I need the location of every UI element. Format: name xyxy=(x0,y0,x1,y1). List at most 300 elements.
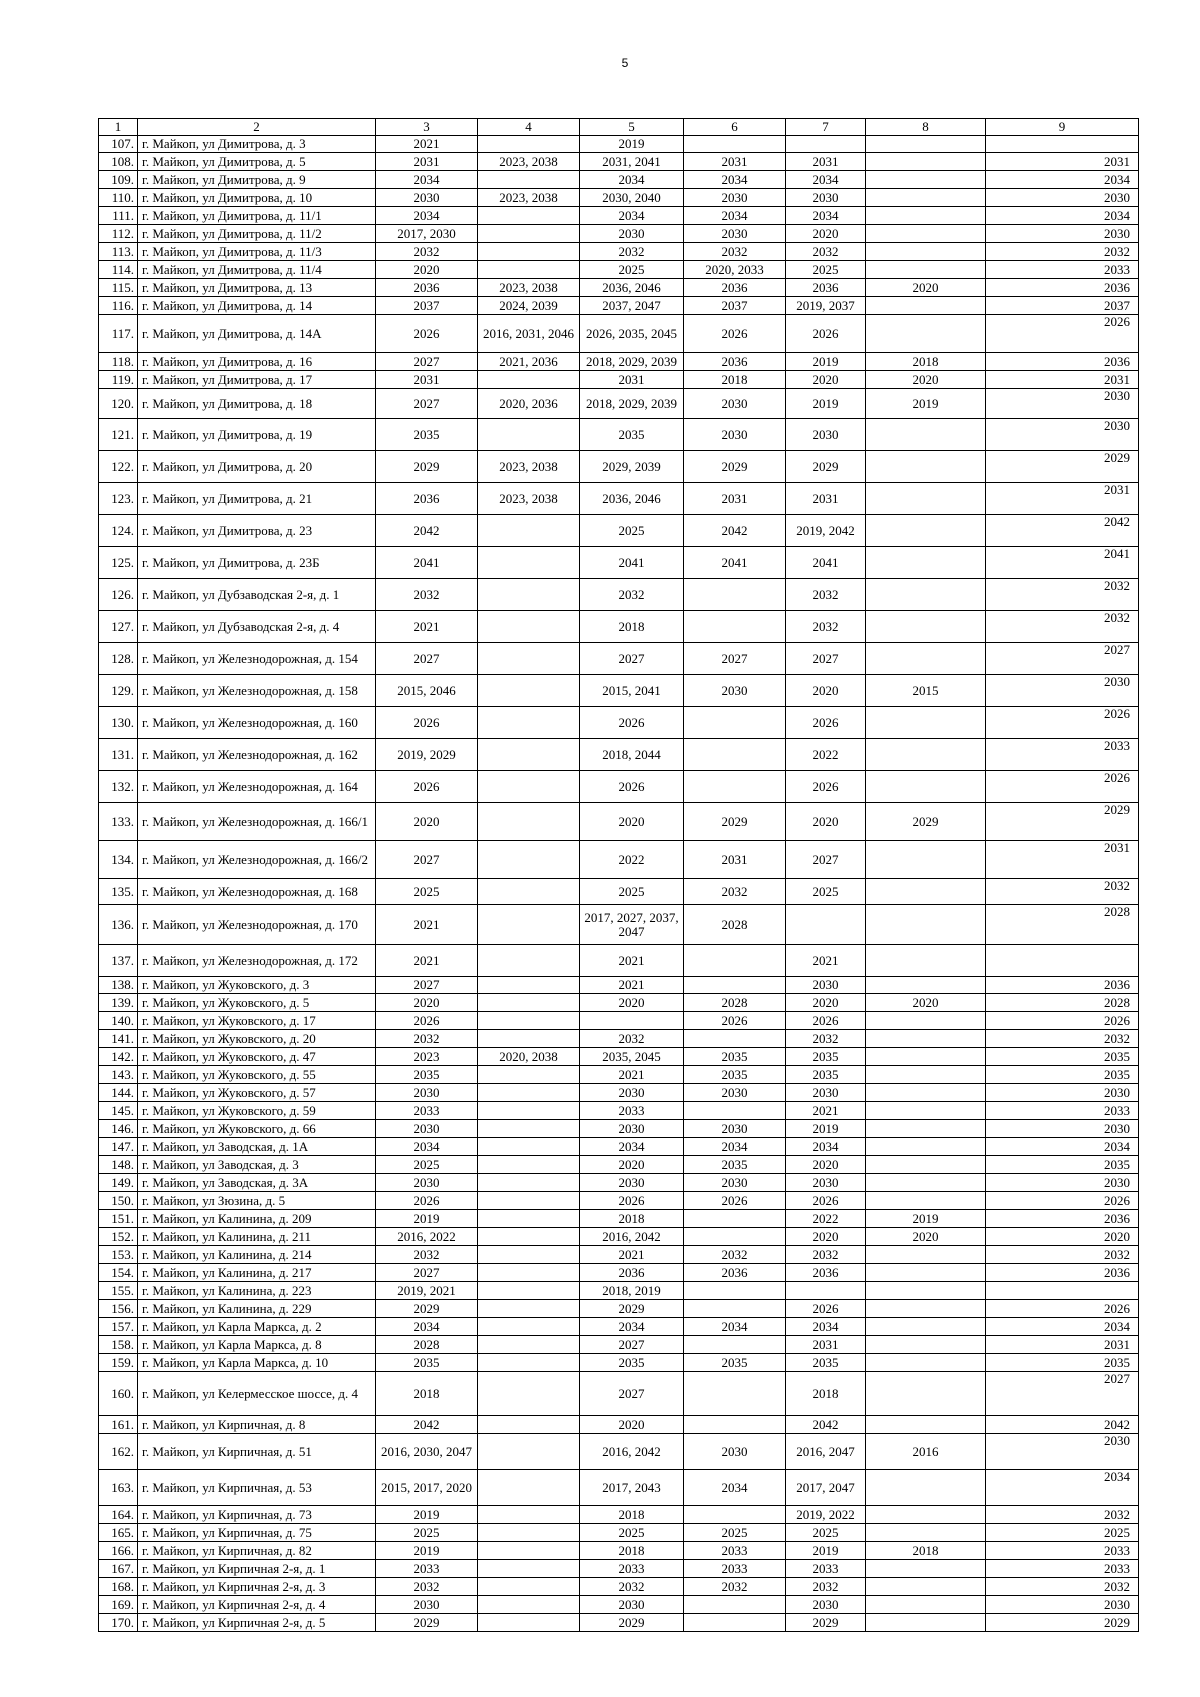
column-header-6: 6 xyxy=(684,119,786,136)
col-3-value: 2026 xyxy=(376,1192,478,1210)
col-7-value: 2020 xyxy=(786,675,866,707)
col-5-value: 2018 xyxy=(580,1542,684,1560)
row-number: 132. xyxy=(99,771,138,803)
col-9-value: 2033 xyxy=(986,739,1139,771)
col-5-value: 2026 xyxy=(580,771,684,803)
col-5-value: 2034 xyxy=(580,1138,684,1156)
col-3-value: 2031 xyxy=(376,153,478,171)
col-8-value xyxy=(866,1318,986,1336)
col-7-value: 2021 xyxy=(786,1102,866,1120)
col-9-value: 2031 xyxy=(986,841,1139,879)
address: г. Майкоп, ул Карла Маркса, д. 8 xyxy=(138,1336,376,1354)
col-5-value: 2018 xyxy=(580,1210,684,1228)
col-5-value: 2019 xyxy=(580,136,684,153)
col-4-value xyxy=(478,905,580,945)
col-5-value: 2032 xyxy=(580,579,684,611)
table-row xyxy=(99,389,1139,419)
column-header-5: 5 xyxy=(580,119,684,136)
col-5-value: 2021 xyxy=(580,945,684,977)
col-5-value: 2020 xyxy=(580,994,684,1012)
col-3-value: 2027 xyxy=(376,841,478,879)
col-8-value xyxy=(866,1524,986,1542)
row-number: 131. xyxy=(99,739,138,771)
column-header-2: 2 xyxy=(138,119,376,136)
col-9-value: 2028 xyxy=(986,994,1139,1012)
col-7-value: 2029 xyxy=(786,1614,866,1632)
address: г. Майкоп, ул Железнодорожная, д. 162 xyxy=(138,739,376,771)
col-8-value xyxy=(866,483,986,515)
col-9-value: 2032 xyxy=(986,1578,1139,1596)
col-8-value: 2029 xyxy=(866,803,986,841)
row-number: 126. xyxy=(99,579,138,611)
address: г. Майкоп, ул Железнодорожная, д. 172 xyxy=(138,945,376,977)
col-9-value: 2035 xyxy=(986,1066,1139,1084)
col-4-value xyxy=(478,1524,580,1542)
col-9-value: 2029 xyxy=(986,803,1139,841)
col-4-value xyxy=(478,707,580,739)
col-5-value: 2018, 2044 xyxy=(580,739,684,771)
col-6-value: 2027 xyxy=(684,643,786,675)
column-header-9: 9 xyxy=(986,119,1139,136)
col-5-value: 2033 xyxy=(580,1560,684,1578)
col-9-value: 2029 xyxy=(986,1614,1139,1632)
row-number: 155. xyxy=(99,1282,138,1300)
col-6-value: 2033 xyxy=(684,1560,786,1578)
row-number: 154. xyxy=(99,1264,138,1282)
col-3-value: 2030 xyxy=(376,1084,478,1102)
col-5-value: 2016, 2042 xyxy=(580,1228,684,1246)
col-8-value: 2018 xyxy=(866,353,986,371)
col-5-value: 2025 xyxy=(580,261,684,279)
table-row xyxy=(99,1506,1139,1524)
col-5-value: 2015, 2041 xyxy=(580,675,684,707)
address: г. Майкоп, ул Димитрова, д. 23Б xyxy=(138,547,376,579)
col-6-value xyxy=(684,136,786,153)
col-8-value xyxy=(866,515,986,547)
col-3-value: 2042 xyxy=(376,515,478,547)
col-7-value: 2032 xyxy=(786,579,866,611)
col-4-value xyxy=(478,1228,580,1246)
table-row xyxy=(99,611,1139,643)
col-9-value: 2032 xyxy=(986,1030,1139,1048)
col-6-value xyxy=(684,739,786,771)
col-9-value: 2036 xyxy=(986,279,1139,297)
col-5-value: 2036 xyxy=(580,1264,684,1282)
address: г. Майкоп, ул Димитрова, д. 17 xyxy=(138,371,376,389)
col-7-value: 2034 xyxy=(786,171,866,189)
col-5-value: 2029 xyxy=(580,1300,684,1318)
col-4-value xyxy=(478,1156,580,1174)
col-4-value: 2023, 2038 xyxy=(478,483,580,515)
col-9-value: 2026 xyxy=(986,1300,1139,1318)
col-8-value xyxy=(866,977,986,994)
col-6-value: 2035 xyxy=(684,1354,786,1372)
col-3-value: 2036 xyxy=(376,279,478,297)
row-number: 123. xyxy=(99,483,138,515)
col-5-value: 2017, 2043 xyxy=(580,1470,684,1506)
col-5-value: 2020 xyxy=(580,1156,684,1174)
col-9-value: 2035 xyxy=(986,1156,1139,1174)
col-3-value: 2029 xyxy=(376,451,478,483)
address: г. Майкоп, ул Жуковского, д. 20 xyxy=(138,1030,376,1048)
col-9-value: 2030 xyxy=(986,1596,1139,1614)
col-8-value xyxy=(866,1578,986,1596)
col-6-value: 2028 xyxy=(684,905,786,945)
col-3-value: 2027 xyxy=(376,353,478,371)
row-number: 128. xyxy=(99,643,138,675)
col-8-value xyxy=(866,547,986,579)
schedule-table xyxy=(98,118,1139,1632)
col-8-value xyxy=(866,579,986,611)
col-8-value: 2018 xyxy=(866,1542,986,1560)
col-6-value: 2036 xyxy=(684,353,786,371)
col-7-value: 2030 xyxy=(786,1596,866,1614)
col-5-value: 2029 xyxy=(580,1614,684,1632)
col-5-value: 2030 xyxy=(580,225,684,243)
col-3-value: 2030 xyxy=(376,189,478,207)
col-4-value xyxy=(478,994,580,1012)
address: г. Майкоп, ул Жуковского, д. 59 xyxy=(138,1102,376,1120)
table-row xyxy=(99,1578,1139,1596)
col-8-value xyxy=(866,1156,986,1174)
address: г. Майкоп, ул Дубзаводская 2-я, д. 4 xyxy=(138,611,376,643)
row-number: 156. xyxy=(99,1300,138,1318)
col-7-value: 2021 xyxy=(786,945,866,977)
col-8-value xyxy=(866,136,986,153)
table-row xyxy=(99,1012,1139,1030)
col-5-value: 2029, 2039 xyxy=(580,451,684,483)
col-7-value: 2019 xyxy=(786,1542,866,1560)
table-row xyxy=(99,1210,1139,1228)
col-3-value: 2028 xyxy=(376,1336,478,1354)
table-row xyxy=(99,483,1139,515)
address: г. Майкоп, ул Кирпичная, д. 51 xyxy=(138,1434,376,1470)
col-4-value xyxy=(478,1282,580,1300)
col-8-value xyxy=(866,1120,986,1138)
address: г. Майкоп, ул Димитрова, д. 20 xyxy=(138,451,376,483)
row-number: 148. xyxy=(99,1156,138,1174)
col-7-value: 2017, 2047 xyxy=(786,1470,866,1506)
table-row xyxy=(99,1470,1139,1506)
table-row xyxy=(99,879,1139,905)
col-4-value: 2023, 2038 xyxy=(478,153,580,171)
col-7-value: 2026 xyxy=(786,707,866,739)
table-row xyxy=(99,579,1139,611)
col-8-value xyxy=(866,207,986,225)
col-7-value: 2020 xyxy=(786,225,866,243)
col-7-value: 2027 xyxy=(786,841,866,879)
col-8-value xyxy=(866,1282,986,1300)
col-7-value: 2031 xyxy=(786,1336,866,1354)
col-6-value xyxy=(684,1506,786,1524)
col-8-value xyxy=(866,1264,986,1282)
address: г. Майкоп, ул Карла Маркса, д. 2 xyxy=(138,1318,376,1336)
col-7-value: 2029 xyxy=(786,451,866,483)
address: г. Майкоп, ул Заводская, д. 3А xyxy=(138,1174,376,1192)
address: г. Майкоп, ул Кирпичная, д. 8 xyxy=(138,1416,376,1434)
col-3-value: 2029 xyxy=(376,1300,478,1318)
col-3-value: 2032 xyxy=(376,1030,478,1048)
col-9-value: 2042 xyxy=(986,515,1139,547)
table-row xyxy=(99,841,1139,879)
address: г. Майкоп, ул Заводская, д. 3 xyxy=(138,1156,376,1174)
col-8-value xyxy=(866,1030,986,1048)
col-4-value xyxy=(478,1416,580,1434)
col-8-value xyxy=(866,707,986,739)
col-6-value xyxy=(684,1614,786,1632)
col-3-value: 2030 xyxy=(376,1174,478,1192)
col-8-value xyxy=(866,1596,986,1614)
address: г. Майкоп, ул Железнодорожная, д. 166/2 xyxy=(138,841,376,879)
col-5-value: 2021 xyxy=(580,1066,684,1084)
col-7-value: 2025 xyxy=(786,879,866,905)
col-9-value: 2026 xyxy=(986,771,1139,803)
col-5-value: 2018, 2029, 2039 xyxy=(580,389,684,419)
col-4-value xyxy=(478,1506,580,1524)
col-8-value xyxy=(866,1174,986,1192)
col-7-value: 2025 xyxy=(786,261,866,279)
table-row xyxy=(99,371,1139,389)
row-number: 142. xyxy=(99,1048,138,1066)
col-6-value: 2032 xyxy=(684,1246,786,1264)
col-4-value xyxy=(478,515,580,547)
col-6-value xyxy=(684,1210,786,1228)
col-9-value xyxy=(986,945,1139,977)
col-9-value: 2029 xyxy=(986,451,1139,483)
col-7-value: 2031 xyxy=(786,483,866,515)
col-3-value: 2016, 2030, 2047 xyxy=(376,1434,478,1470)
col-5-value: 2018, 2029, 2039 xyxy=(580,353,684,371)
col-5-value: 2020 xyxy=(580,1416,684,1434)
col-3-value: 2035 xyxy=(376,1066,478,1084)
table-row xyxy=(99,905,1139,945)
col-3-value: 2019 xyxy=(376,1210,478,1228)
col-3-value: 2021 xyxy=(376,611,478,643)
col-7-value: 2030 xyxy=(786,419,866,451)
row-number: 118. xyxy=(99,353,138,371)
col-5-value: 2018, 2019 xyxy=(580,1282,684,1300)
col-9-value: 2030 xyxy=(986,1434,1139,1470)
row-number: 158. xyxy=(99,1336,138,1354)
col-3-value: 2030 xyxy=(376,1596,478,1614)
col-3-value: 2037 xyxy=(376,297,478,315)
table-row xyxy=(99,353,1139,371)
row-number: 146. xyxy=(99,1120,138,1138)
col-5-value: 2026 xyxy=(580,707,684,739)
col-9-value: 2035 xyxy=(986,1048,1139,1066)
table-row xyxy=(99,207,1139,225)
address: г. Майкоп, ул Калинина, д. 209 xyxy=(138,1210,376,1228)
col-4-value: 2023, 2038 xyxy=(478,189,580,207)
col-7-value: 2020 xyxy=(786,1156,866,1174)
col-3-value: 2015, 2017, 2020 xyxy=(376,1470,478,1506)
table-row xyxy=(99,1282,1139,1300)
row-number: 107. xyxy=(99,136,138,153)
address: г. Майкоп, ул Калинина, д. 211 xyxy=(138,1228,376,1246)
col-9-value: 2025 xyxy=(986,1524,1139,1542)
col-9-value: 2034 xyxy=(986,1138,1139,1156)
column-header-4: 4 xyxy=(478,119,580,136)
col-6-value xyxy=(684,1300,786,1318)
col-8-value xyxy=(866,261,986,279)
col-3-value: 2027 xyxy=(376,389,478,419)
col-7-value: 2036 xyxy=(786,1264,866,1282)
col-5-value: 2020 xyxy=(580,803,684,841)
col-5-value: 2027 xyxy=(580,1336,684,1354)
row-number: 130. xyxy=(99,707,138,739)
address: г. Майкоп, ул Димитрова, д. 18 xyxy=(138,389,376,419)
col-9-value: 2032 xyxy=(986,1246,1139,1264)
table-row xyxy=(99,451,1139,483)
table-row xyxy=(99,1542,1139,1560)
table-row xyxy=(99,994,1139,1012)
row-number: 136. xyxy=(99,905,138,945)
col-3-value: 2027 xyxy=(376,1264,478,1282)
address: г. Майкоп, ул Жуковского, д. 5 xyxy=(138,994,376,1012)
col-8-value xyxy=(866,771,986,803)
col-7-value: 2020 xyxy=(786,1228,866,1246)
col-6-value: 2031 xyxy=(684,483,786,515)
address: г. Майкоп, ул Димитрова, д. 11/1 xyxy=(138,207,376,225)
col-9-value: 2027 xyxy=(986,1372,1139,1416)
col-6-value: 2031 xyxy=(684,841,786,879)
address: г. Майкоп, ул Кирпичная 2-я, д. 3 xyxy=(138,1578,376,1596)
col-7-value: 2033 xyxy=(786,1560,866,1578)
row-number: 124. xyxy=(99,515,138,547)
col-7-value: 2030 xyxy=(786,1084,866,1102)
col-5-value: 2034 xyxy=(580,171,684,189)
table-row xyxy=(99,1524,1139,1542)
address: г. Майкоп, ул Железнодорожная, д. 170 xyxy=(138,905,376,945)
col-3-value: 2026 xyxy=(376,1012,478,1030)
row-number: 108. xyxy=(99,153,138,171)
row-number: 111. xyxy=(99,207,138,225)
col-4-value: 2020, 2038 xyxy=(478,1048,580,1066)
col-4-value: 2016, 2031, 2046 xyxy=(478,315,580,353)
col-3-value: 2032 xyxy=(376,579,478,611)
table-row xyxy=(99,419,1139,451)
row-number: 135. xyxy=(99,879,138,905)
col-6-value: 2030 xyxy=(684,675,786,707)
col-3-value: 2029 xyxy=(376,1614,478,1632)
col-4-value xyxy=(478,1578,580,1596)
col-8-value: 2019 xyxy=(866,389,986,419)
col-6-value: 2032 xyxy=(684,879,786,905)
col-6-value: 2034 xyxy=(684,1138,786,1156)
col-4-value xyxy=(478,1120,580,1138)
col-8-value xyxy=(866,1084,986,1102)
col-3-value: 2035 xyxy=(376,419,478,451)
address: г. Майкоп, ул Жуковского, д. 3 xyxy=(138,977,376,994)
address: г. Майкоп, ул Железнодорожная, д. 164 xyxy=(138,771,376,803)
table-row xyxy=(99,945,1139,977)
col-7-value: 2022 xyxy=(786,739,866,771)
row-number: 164. xyxy=(99,1506,138,1524)
col-9-value: 2031 xyxy=(986,483,1139,515)
col-7-value: 2032 xyxy=(786,243,866,261)
col-5-value: 2032 xyxy=(580,1030,684,1048)
address: г. Майкоп, ул Жуковского, д. 66 xyxy=(138,1120,376,1138)
col-5-value xyxy=(580,1012,684,1030)
col-5-value: 2037, 2047 xyxy=(580,297,684,315)
row-number: 114. xyxy=(99,261,138,279)
col-7-value: 2019, 2037 xyxy=(786,297,866,315)
col-3-value: 2032 xyxy=(376,1578,478,1596)
col-5-value: 2018 xyxy=(580,611,684,643)
col-8-value xyxy=(866,611,986,643)
col-8-value xyxy=(866,739,986,771)
address: г. Майкоп, ул Димитрова, д. 16 xyxy=(138,353,376,371)
col-4-value xyxy=(478,1470,580,1506)
col-7-value: 2032 xyxy=(786,611,866,643)
col-3-value: 2033 xyxy=(376,1102,478,1120)
col-6-value: 2026 xyxy=(684,1192,786,1210)
table-row xyxy=(99,1434,1139,1470)
col-5-value: 2041 xyxy=(580,547,684,579)
col-7-value: 2019, 2042 xyxy=(786,515,866,547)
col-5-value: 2030 xyxy=(580,1174,684,1192)
row-number: 125. xyxy=(99,547,138,579)
table-row xyxy=(99,297,1139,315)
row-number: 117. xyxy=(99,315,138,353)
col-9-value: 2026 xyxy=(986,1192,1139,1210)
col-8-value xyxy=(866,1246,986,1264)
col-3-value: 2036 xyxy=(376,483,478,515)
col-9-value: 2030 xyxy=(986,1174,1139,1192)
col-3-value: 2019, 2029 xyxy=(376,739,478,771)
col-7-value: 2026 xyxy=(786,1300,866,1318)
table-row xyxy=(99,1138,1139,1156)
col-7-value: 2025 xyxy=(786,1524,866,1542)
col-3-value: 2018 xyxy=(376,1372,478,1416)
col-3-value: 2034 xyxy=(376,1138,478,1156)
col-3-value: 2034 xyxy=(376,171,478,189)
col-6-value xyxy=(684,1282,786,1300)
col-4-value xyxy=(478,1066,580,1084)
address: г. Майкоп, ул Димитрова, д. 3 xyxy=(138,136,376,153)
address: г. Майкоп, ул Димитрова, д. 11/3 xyxy=(138,243,376,261)
col-8-value xyxy=(866,1354,986,1372)
col-6-value: 2036 xyxy=(684,279,786,297)
col-3-value: 2034 xyxy=(376,1318,478,1336)
col-9-value: 2028 xyxy=(986,905,1139,945)
col-6-value xyxy=(684,771,786,803)
col-9-value: 2026 xyxy=(986,315,1139,353)
table-row xyxy=(99,1354,1139,1372)
address: г. Майкоп, ул Кирпичная, д. 75 xyxy=(138,1524,376,1542)
column-header-3: 3 xyxy=(376,119,478,136)
col-5-value: 2036, 2046 xyxy=(580,279,684,297)
address: г. Майкоп, ул Железнодорожная, д. 166/1 xyxy=(138,803,376,841)
row-number: 139. xyxy=(99,994,138,1012)
col-5-value: 2035 xyxy=(580,419,684,451)
table-row xyxy=(99,977,1139,994)
col-9-value: 2036 xyxy=(986,1210,1139,1228)
table-row xyxy=(99,261,1139,279)
col-3-value: 2027 xyxy=(376,643,478,675)
col-5-value: 2021 xyxy=(580,977,684,994)
col-5-value: 2027 xyxy=(580,643,684,675)
table-row xyxy=(99,515,1139,547)
col-9-value: 2033 xyxy=(986,1542,1139,1560)
col-7-value: 2020 xyxy=(786,371,866,389)
col-6-value: 2030 xyxy=(684,419,786,451)
col-8-value xyxy=(866,1066,986,1084)
row-number: 116. xyxy=(99,297,138,315)
col-4-value: 2024, 2039 xyxy=(478,297,580,315)
col-4-value xyxy=(478,1596,580,1614)
col-6-value: 2018 xyxy=(684,371,786,389)
